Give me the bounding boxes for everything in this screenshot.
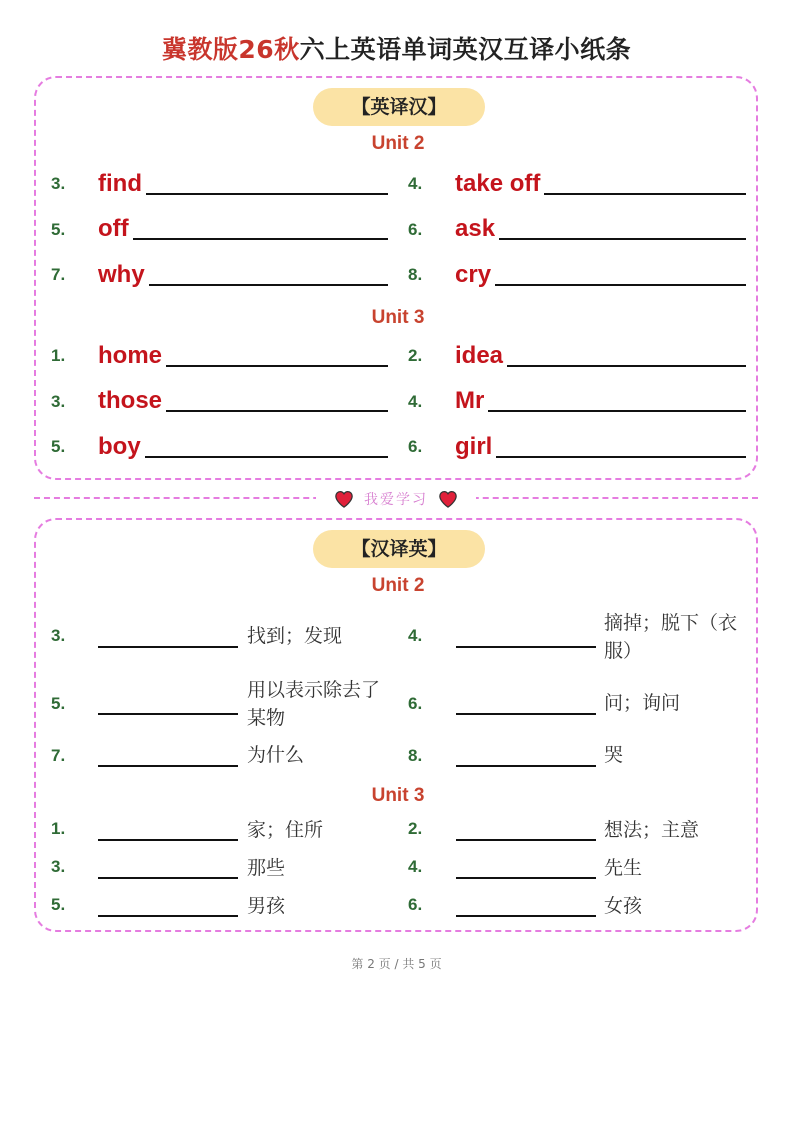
e2c-card	[34, 76, 758, 480]
chinese-meaning: 为什么	[247, 744, 305, 766]
english-word: those	[98, 387, 163, 414]
item-number: 6.	[408, 694, 423, 713]
chinese-meaning: 家；住所	[247, 819, 324, 841]
answer-blank[interactable]	[98, 877, 238, 879]
answer-blank[interactable]	[456, 839, 596, 841]
item-number: 5.	[51, 694, 66, 713]
title-highlight: 冀教版26秋	[161, 35, 300, 64]
answer-line[interactable]	[145, 455, 388, 458]
item-number: 2.	[408, 819, 423, 838]
heart-icon	[438, 490, 458, 508]
chinese-meaning: 那些	[247, 857, 286, 879]
answer-blank[interactable]	[456, 765, 596, 767]
page-footer: 第 2 页 / 共 5 页	[351, 957, 442, 971]
e2c-section-label: 【英译汉】	[313, 88, 485, 126]
e2c-item[interactable]	[98, 259, 388, 289]
english-word: off	[98, 215, 129, 242]
chinese-meaning: 找到；发现	[247, 625, 343, 647]
answer-blank[interactable]	[456, 646, 596, 648]
answer-line[interactable]	[507, 364, 746, 367]
e2c-item[interactable]	[98, 213, 388, 243]
c2e-card	[34, 518, 758, 932]
answer-blank[interactable]	[98, 839, 238, 841]
e2c-item[interactable]	[455, 385, 746, 415]
item-number: 6.	[408, 895, 423, 914]
answer-line[interactable]	[544, 192, 746, 195]
c2e-section-label: 【汉译英】	[313, 530, 485, 568]
answer-line[interactable]	[488, 409, 746, 412]
e2c-item[interactable]	[455, 213, 746, 243]
english-word: girl	[455, 433, 493, 460]
english-word: Mr	[455, 387, 485, 414]
e2c-item[interactable]	[455, 259, 746, 289]
answer-line[interactable]	[149, 283, 388, 286]
english-word: cry	[455, 261, 492, 288]
answer-line[interactable]	[495, 283, 746, 286]
item-number: 6.	[408, 220, 423, 239]
answer-blank[interactable]	[456, 877, 596, 879]
item-number: 6.	[408, 437, 423, 456]
item-number: 5.	[51, 220, 66, 239]
chinese-meaning: 男孩	[247, 895, 286, 917]
chinese-meaning: 哭	[604, 744, 624, 766]
e2c-item[interactable]	[455, 340, 746, 370]
item-number: 8.	[408, 746, 423, 765]
heart-icon	[334, 490, 354, 508]
answer-line[interactable]	[133, 237, 388, 240]
item-number: 4.	[408, 857, 423, 876]
answer-blank[interactable]	[98, 713, 238, 715]
e2c-item[interactable]	[455, 168, 746, 198]
chinese-meaning: 摘掉；脱下（衣服）	[604, 612, 738, 662]
english-word: ask	[455, 215, 496, 242]
item-number: 1.	[51, 819, 66, 838]
english-word: boy	[98, 433, 141, 460]
english-word: home	[98, 342, 163, 369]
english-word: why	[98, 261, 145, 288]
english-word: find	[98, 170, 142, 197]
answer-line[interactable]	[499, 237, 746, 240]
answer-blank[interactable]	[98, 765, 238, 767]
item-number: 3.	[51, 174, 66, 193]
item-number: 5.	[51, 437, 66, 456]
c2e-unit-3-title: Unit 3	[371, 785, 425, 806]
item-number: 4.	[408, 626, 423, 645]
chinese-meaning: 想法；主意	[604, 819, 700, 841]
e2c-item[interactable]	[98, 340, 388, 370]
item-number: 4.	[408, 174, 423, 193]
c2e-unit-2-title: Unit 2	[371, 575, 425, 596]
e2c-item[interactable]	[455, 431, 746, 461]
e2c-item[interactable]	[98, 385, 388, 415]
answer-line[interactable]	[166, 409, 388, 412]
answer-blank[interactable]	[98, 915, 238, 917]
e2c-unit-2-title: Unit 2	[371, 133, 425, 154]
item-number: 1.	[51, 346, 66, 365]
chinese-meaning: 问；询问	[604, 692, 681, 714]
e2c-item[interactable]	[98, 168, 388, 198]
item-number: 5.	[51, 895, 66, 914]
answer-line[interactable]	[166, 364, 388, 367]
item-number: 7.	[51, 746, 66, 765]
item-number: 8.	[408, 265, 423, 284]
answer-line[interactable]	[496, 455, 746, 458]
item-number: 3.	[51, 626, 66, 645]
item-number: 3.	[51, 392, 66, 411]
item-number: 4.	[408, 392, 423, 411]
answer-blank[interactable]	[456, 713, 596, 715]
answer-blank[interactable]	[98, 646, 238, 648]
e2c-unit-3-title: Unit 3	[371, 307, 425, 328]
page-title	[0, 30, 793, 66]
answer-blank[interactable]	[456, 915, 596, 917]
item-number: 2.	[408, 346, 423, 365]
title-rest: 六上英语单词英汉互译小纸条	[299, 35, 632, 64]
english-word: idea	[455, 342, 504, 369]
divider-text: 我爱学习	[364, 492, 428, 508]
item-number: 7.	[51, 265, 66, 284]
divider-label	[316, 488, 476, 510]
english-word: take off	[455, 170, 541, 197]
chinese-meaning: 用以表示除去了某物	[247, 679, 381, 729]
e2c-item[interactable]	[98, 431, 388, 461]
item-number: 3.	[51, 857, 66, 876]
answer-line[interactable]	[146, 192, 388, 195]
chinese-meaning: 女孩	[604, 895, 643, 917]
chinese-meaning: 先生	[604, 857, 643, 879]
